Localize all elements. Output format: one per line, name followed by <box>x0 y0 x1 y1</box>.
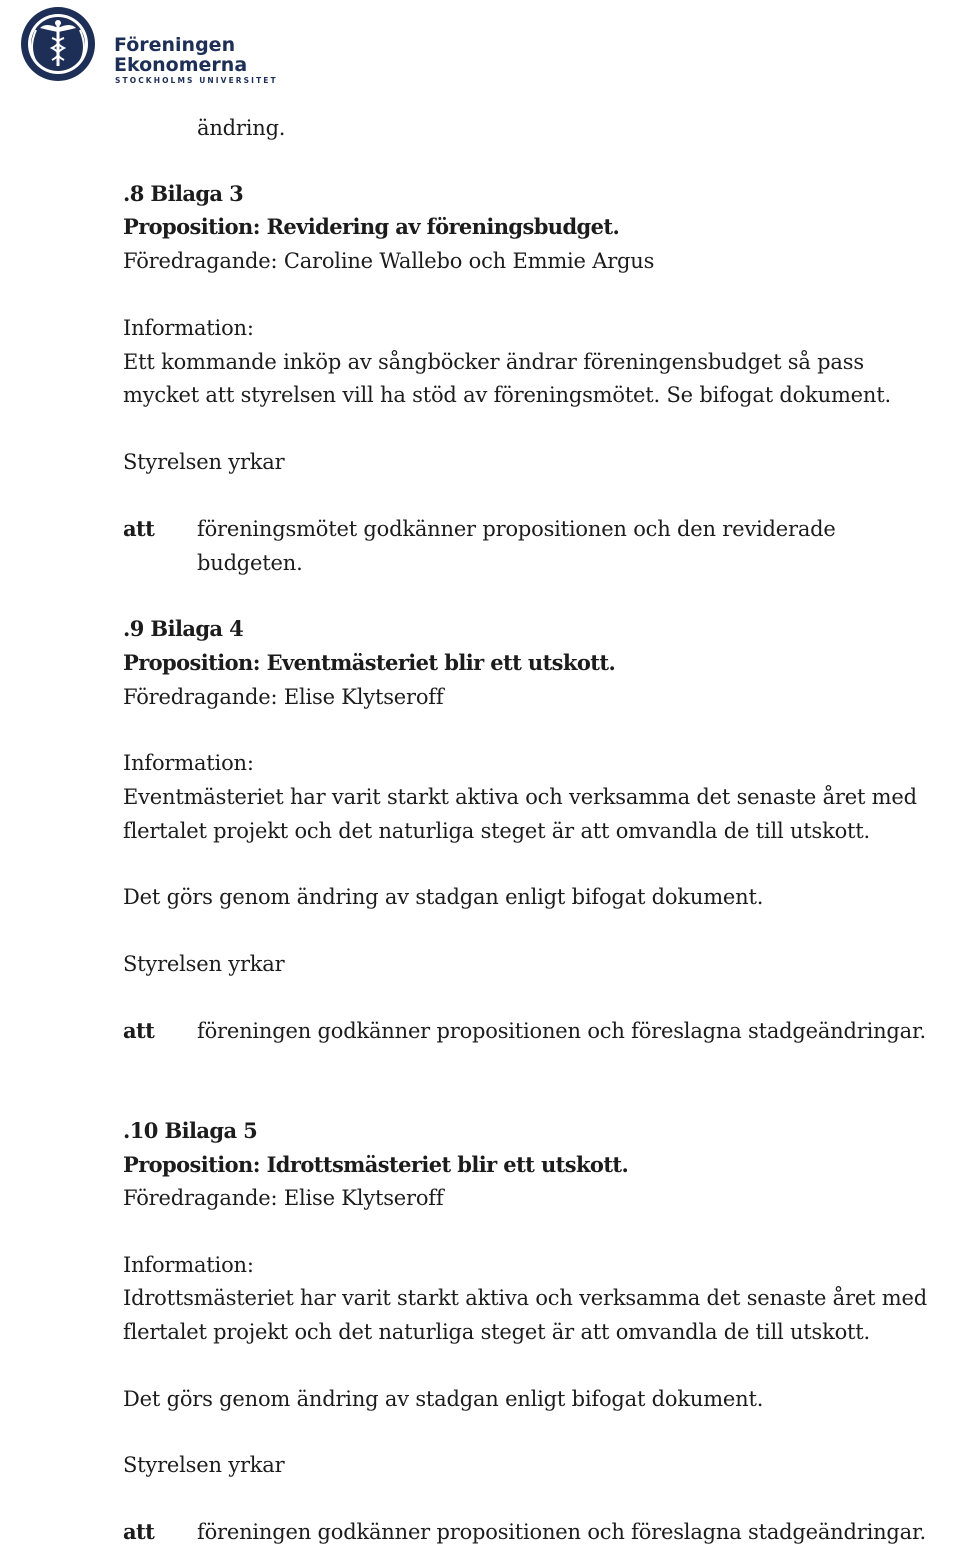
information-label: Information: <box>123 316 254 340</box>
text-line: Det görs genom ändring av stadgan enligt bifogat dokument. <box>123 1387 764 1411</box>
logo-text-ekonomerna: Ekonomerna <box>114 54 248 76</box>
section-heading-bilaga-5: .10 Bilaga 5 <box>123 1118 258 1143</box>
text-line: flertalet projekt och det naturliga steget är att omvandla de till utskott. <box>123 819 871 843</box>
section-heading-bilaga-4: .9 Bilaga 4 <box>123 616 244 641</box>
seal-emblem-icon <box>6 4 110 84</box>
board-motion-label: Styrelsen yrkar <box>123 450 285 474</box>
presenter-line: Föredragande: Elise Klytseroff <box>123 1186 444 1210</box>
motion-text: föreningen godkänner propositionen och föreslagna stadgeändringar. <box>197 1019 926 1043</box>
organization-logo <box>6 4 278 85</box>
section-heading-bilaga-3: .8 Bilaga 3 <box>123 181 244 206</box>
motion-text: budgeten. <box>197 551 303 575</box>
proposition-title: Proposition: Idrottsmästeriet blir ett utskott. <box>123 1152 629 1177</box>
text-line: Eventmästeriet har varit starkt aktiva och verksamma det senaste året med <box>123 785 917 809</box>
presenter-line: Föredragande: Caroline Wallebo och Emmie Argus <box>123 249 655 273</box>
presenter-line: Föredragande: Elise Klytseroff <box>123 685 444 709</box>
motion-text: föreningsmötet godkänner propositionen och den reviderade <box>197 517 836 541</box>
logo-text-university: STOCKHOLMS UNIVERSITET <box>115 76 278 85</box>
board-motion-label: Styrelsen yrkar <box>123 952 285 976</box>
text-line: ändring. <box>197 116 286 140</box>
information-label: Information: <box>123 751 254 775</box>
proposition-title: Proposition: Eventmästeriet blir ett utskott. <box>123 650 616 675</box>
text-line: Ett kommande inköp av sångböcker ändrar föreningensbudget så pass <box>123 350 864 374</box>
logo-text-foreningen: Föreningen <box>114 34 236 56</box>
text-line: flertalet projekt och det naturliga steget är att omvandla de till utskott. <box>123 1320 871 1344</box>
information-label: Information: <box>123 1253 254 1277</box>
motion-text: föreningen godkänner propositionen och föreslagna stadgeändringar. <box>197 1520 926 1544</box>
proposition-title: Proposition: Revidering av föreningsbudget. <box>123 214 620 239</box>
att-label: att <box>123 1519 155 1544</box>
att-label: att <box>123 1018 155 1043</box>
text-line: Idrottsmästeriet har varit starkt aktiva och verksamma det senaste året med <box>123 1286 927 1310</box>
board-motion-label: Styrelsen yrkar <box>123 1453 285 1477</box>
text-line: Det görs genom ändring av stadgan enligt bifogat dokument. <box>123 885 764 909</box>
text-line: mycket att styrelsen vill ha stöd av föreningsmötet. Se bifogat dokument. <box>123 383 891 407</box>
att-label: att <box>123 516 155 541</box>
